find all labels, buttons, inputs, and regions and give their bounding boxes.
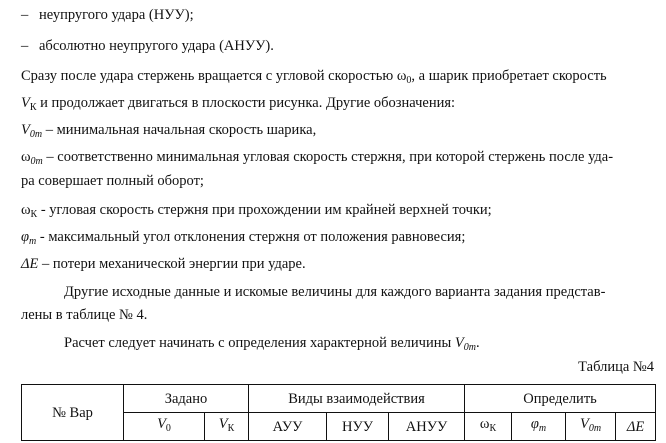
variants-table bbox=[21, 384, 656, 441]
symbol: V bbox=[579, 416, 589, 432]
symbol: V bbox=[21, 122, 30, 138]
symbol: ω bbox=[21, 202, 31, 218]
definition-delta-e bbox=[21, 255, 306, 273]
list-item-text: неупругого удара (НУУ); bbox=[39, 7, 194, 23]
paragraph-line bbox=[21, 306, 147, 324]
text-fragment: - угловая скорость стержня при прохождении им крайней верхней точки; bbox=[37, 202, 492, 218]
subscript: 0 bbox=[165, 423, 171, 434]
subscript: К bbox=[30, 209, 38, 220]
header-auu: АУУ bbox=[249, 413, 327, 441]
text-fragment: – потери механической энергии при ударе. bbox=[38, 256, 306, 272]
header-variant: № Вар bbox=[22, 385, 124, 441]
definition-wk bbox=[21, 201, 492, 224]
symbol: ω bbox=[21, 149, 31, 165]
symbol: V bbox=[21, 95, 30, 111]
paragraph-line bbox=[21, 94, 455, 117]
subscript: 0m bbox=[588, 423, 602, 434]
subscript: 0m bbox=[29, 129, 43, 140]
header-anuu: АНУУ bbox=[389, 413, 465, 441]
header-wk bbox=[465, 413, 512, 441]
symbol: φ bbox=[21, 229, 30, 245]
subscript: 0m bbox=[463, 342, 476, 353]
header-delta-e bbox=[616, 413, 656, 441]
header-given: Задано bbox=[124, 385, 249, 413]
subscript: m bbox=[29, 236, 37, 247]
text-fragment: лены в таблице № 4. bbox=[21, 307, 148, 323]
text-fragment: Другие исходные данные и искомые величины для каждого варианта задания представ- bbox=[64, 284, 606, 300]
symbol: φ bbox=[530, 416, 539, 432]
symbol: ΔE bbox=[21, 256, 39, 272]
subscript: К bbox=[489, 423, 497, 434]
text-fragment: – минимальная начальная скорость шарика, bbox=[42, 122, 317, 138]
symbol: V bbox=[157, 416, 166, 432]
subscript: 0m bbox=[30, 156, 43, 167]
list-item-nuu bbox=[21, 6, 194, 24]
definition-w0m-continued bbox=[21, 172, 204, 190]
definition-phim bbox=[21, 228, 465, 251]
list-dash: – bbox=[21, 38, 29, 54]
subscript: К bbox=[227, 423, 235, 434]
table-caption: Таблица №4 bbox=[578, 359, 654, 375]
header-interaction: Виды взаимодействия bbox=[249, 385, 465, 413]
header-determine: Определить bbox=[465, 385, 656, 413]
definition-w0m bbox=[21, 148, 613, 171]
text-fragment: - максимальный угол отклонения стержня от положения равновесия; bbox=[36, 229, 466, 245]
text-fragment: – соответственно минимальная угловая скорость стержня, при которой стержень после уда- bbox=[42, 149, 614, 165]
list-dash: – bbox=[21, 7, 29, 23]
list-item-text: абсолютно неупругого удара (АНУУ). bbox=[39, 38, 274, 54]
text-fragment: Расчет следует начинать с определения характерной величины bbox=[64, 335, 455, 351]
text-fragment: и продолжает двигаться в плоскости рисунка. Другие обозначения: bbox=[36, 95, 456, 111]
paragraph-line bbox=[64, 283, 605, 301]
text-fragment: . bbox=[475, 335, 480, 351]
header-vk bbox=[205, 413, 249, 441]
paragraph-line bbox=[64, 334, 480, 357]
header-nuu: НУУ bbox=[327, 413, 389, 441]
header-v0m bbox=[566, 413, 616, 441]
subscript: К bbox=[29, 102, 37, 113]
subscript: m bbox=[538, 423, 547, 434]
paragraph-line bbox=[21, 67, 607, 90]
symbol: V bbox=[454, 335, 464, 351]
header-v0 bbox=[124, 413, 205, 441]
text-fragment: Сразу после удара стержень вращается с угловой скоростью ω bbox=[21, 68, 407, 84]
definition-v0m bbox=[21, 121, 316, 144]
symbol: ΔE bbox=[626, 418, 645, 435]
symbol: V bbox=[218, 416, 228, 432]
list-item-anuu bbox=[21, 37, 274, 55]
text-fragment: ра совершает полный оборот; bbox=[21, 173, 204, 189]
header-phim bbox=[512, 413, 566, 441]
symbol: ω bbox=[479, 416, 490, 432]
subscript: 0 bbox=[406, 75, 412, 86]
text-fragment: , а шарик приобретает скорость bbox=[411, 68, 607, 84]
table-header-row bbox=[22, 385, 656, 413]
